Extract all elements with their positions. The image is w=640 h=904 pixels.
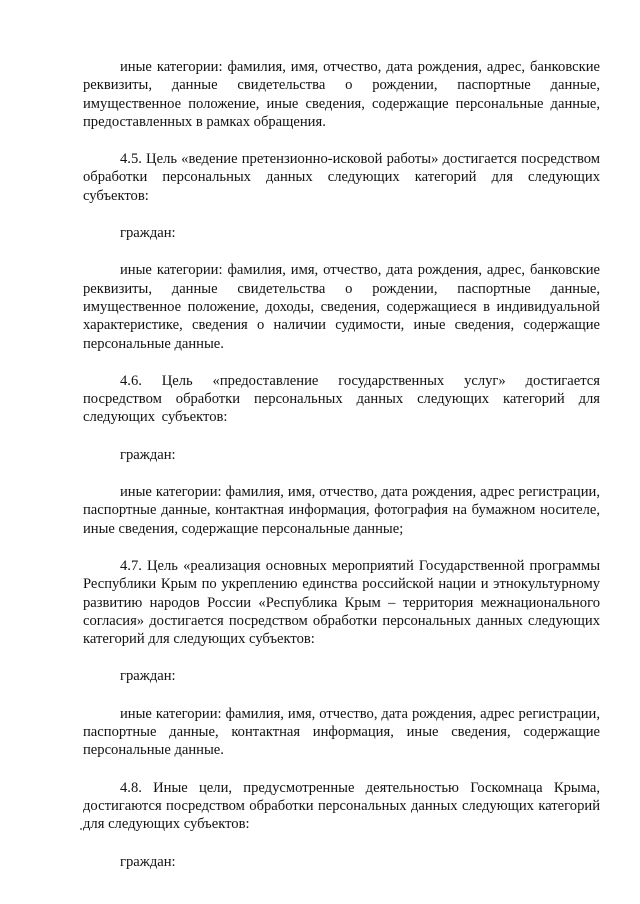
paragraph-citizens-4-6: граждан: xyxy=(120,446,176,463)
paragraph-other-categories-claims: иные категории: фамилия, имя, отчество, дата рождения, адрес, банковские реквизиты, данные свидетельства о рождении, паспортные данные, имущественное положение, доходы, сведения, содержащиеся в индивидуальной характеристике, сведения о наличии судимости, иные сведения, содержащие персональные данные. xyxy=(83,262,600,352)
paragraph-citizens-4-5: граждан: xyxy=(120,225,176,242)
paragraph-other-categories-program: иные категории: фамилия, имя, отчество, дата рождения, адрес регистрации, паспортные данные, контактная информация, иные сведения, содержащие персональные данные. xyxy=(83,705,600,759)
paragraph-other-categories-services: иные категории: фамилия, имя, отчество, дата рождения, адрес регистрации, паспортные данные, контактная информация, фотография на бумажном носителе, иные сведения, содержащие персональные данные; xyxy=(83,484,600,537)
paragraph-4-6-state-services: 4.6. Цель «предоставление государственных услуг» достигается посредством обработки персональных данных следующих категорий для следующих субъектов: xyxy=(83,372,600,426)
paragraph-4-8-other-purposes: 4.8. Иные цели, предусмотренные деятельностью Госкомнаца Крыма, достигаются посредством обработки персональных данных следующих категорий для следующих субъектов: xyxy=(83,779,600,833)
paragraph-other-categories-appeals: иные категории: фамилия, имя, отчество, дата рождения, адрес, банковские реквизиты, данные свидетельства о рождении, паспортные данные, имущественное положение, иные сведения, содержащие персональные данные, предоставленных в рамках обращения. xyxy=(83,59,600,130)
paragraph-citizens-4-8: граждан: xyxy=(120,853,176,870)
paragraph-4-5-claims-work: 4.5. Цель «ведение претензионно-исковой работы» достигается посредством обработки персональных данных следующих категорий для следующих субъектов: xyxy=(83,151,600,204)
paragraph-citizens-4-7: граждан: xyxy=(120,668,176,685)
scan-speck xyxy=(80,828,82,830)
document-page xyxy=(83,58,600,871)
paragraph-4-7-state-program: 4.7. Цель «реализация основных мероприятий Государственной программы Республики Крым по укреплению единства российской нации и этнокультурному развитию народов России «Республика Крым – территория межнационального согласия» достигается посредством обработки персональных данных следующих категорий для следующих субъектов: xyxy=(83,557,600,648)
